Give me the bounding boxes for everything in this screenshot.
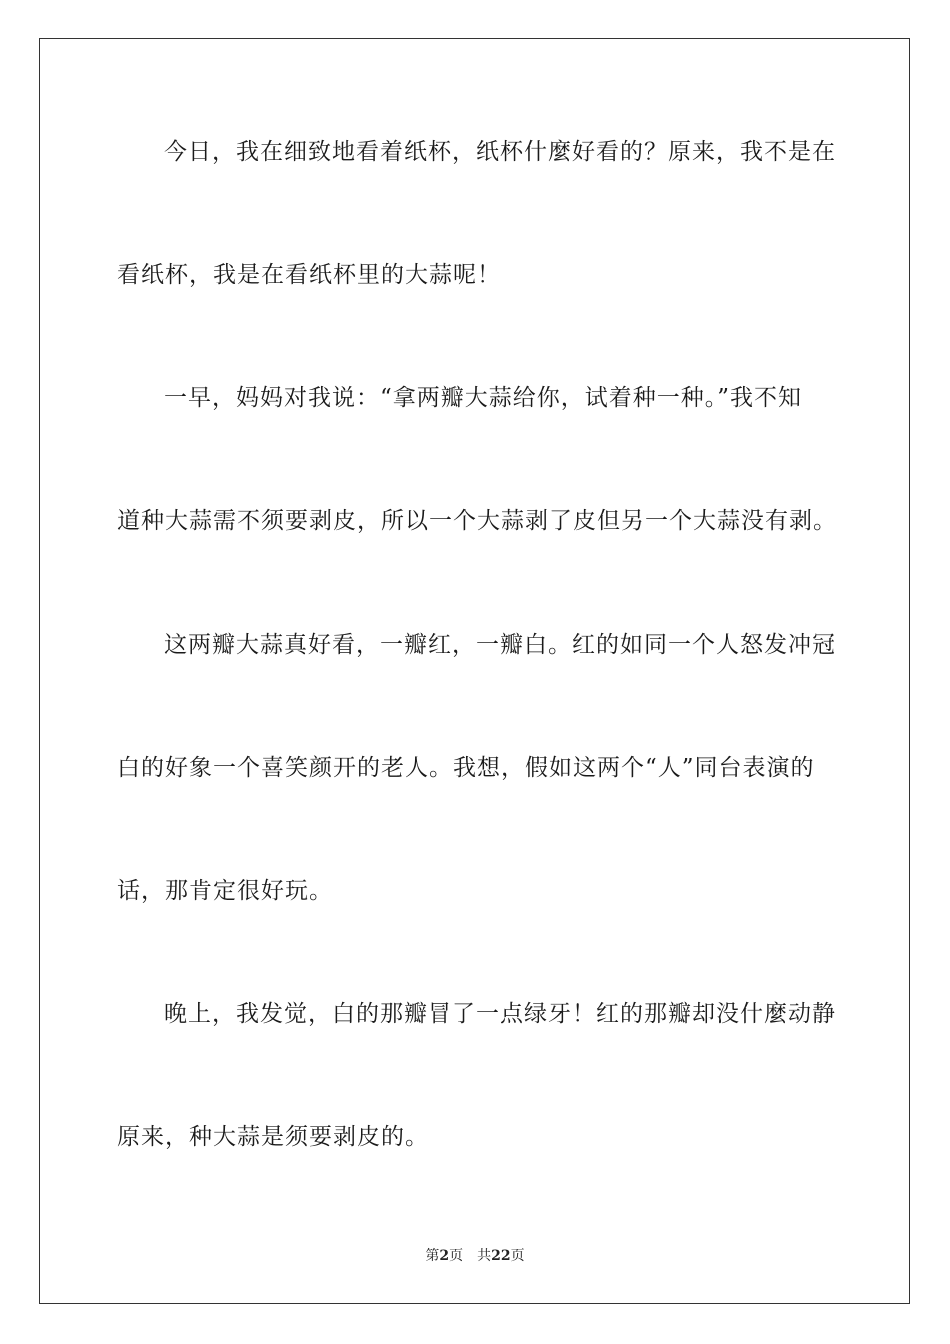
paragraph-3-line-3: 话，那肯定很好玩。 (117, 878, 333, 904)
page-suffix: 页 (449, 1248, 464, 1264)
page-number: 2 (439, 1248, 450, 1264)
page-border (39, 38, 910, 1304)
paragraph-3-line-1: 这两瓣大蒜真好看，一瓣红，一瓣白。红的如同一个人怒发冲冠 (164, 632, 836, 658)
paragraph-2-line-1: 一早，妈妈对我说：“拿两瓣大蒜给你，试着种一种。”我不知 (164, 385, 803, 411)
page-prefix: 第 (425, 1248, 440, 1264)
paragraph-2-line-2: 道种大蒜需不须要剥皮，所以一个大蒜剥了皮但另一个大蒜没有剥。 (117, 508, 837, 534)
total-prefix: 共 (477, 1248, 492, 1264)
paragraph-3-line-2: 白的好象一个喜笑颜开的老人。我想，假如这两个“人”同台表演的 (117, 755, 815, 781)
paragraph-1-line-2: 看纸杯，我是在看纸杯里的大蒜呢！ (117, 262, 501, 288)
page-footer (0, 1246, 950, 1266)
paragraph-4-line-1: 晚上，我发觉，白的那瓣冒了一点绿牙！红的那瓣却没什麼动静 (164, 1001, 836, 1027)
paragraph-1-line-1: 今日，我在细致地看着纸杯，纸杯什麼好看的？原来，我不是在 (164, 139, 836, 165)
total-pages: 22 (491, 1248, 511, 1264)
paragraph-4-line-2: 原来，种大蒜是须要剥皮的。 (117, 1124, 429, 1150)
total-suffix: 页 (510, 1248, 525, 1264)
